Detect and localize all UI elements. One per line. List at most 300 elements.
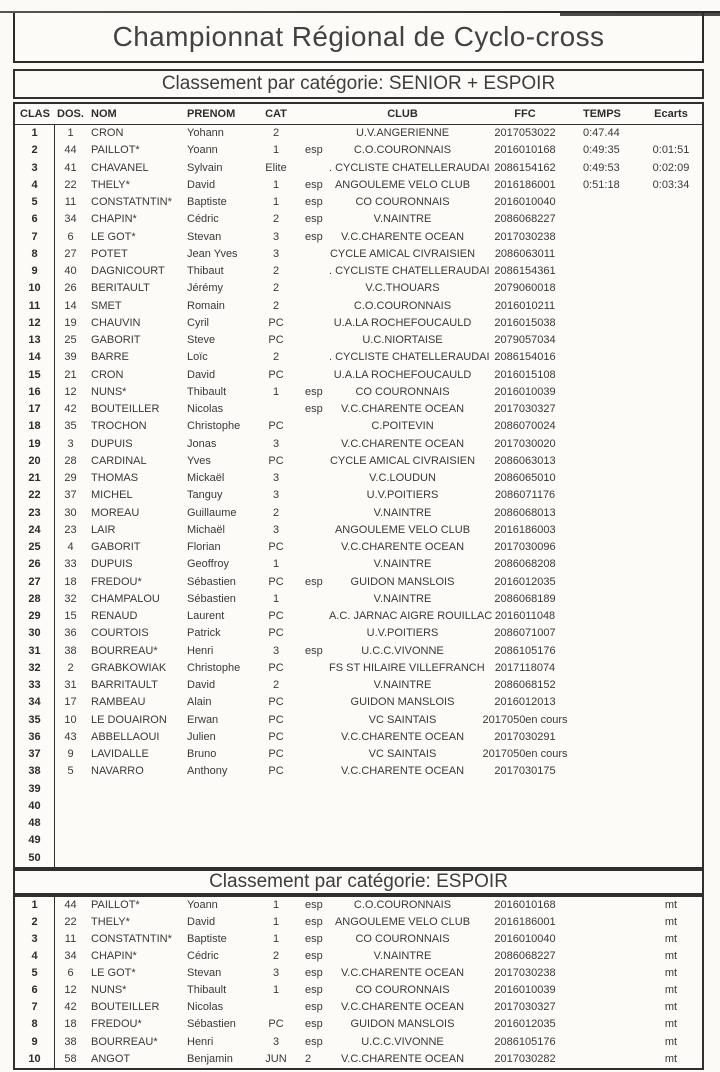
cell-clas: 17 (15, 401, 55, 418)
cell-nom: RAMBEAU (91, 696, 146, 709)
cell-prenom: Florian (187, 541, 221, 554)
cell-ffc: 2086068013 (494, 506, 556, 519)
cell-cat: PC (268, 730, 284, 743)
cell-dos: 34 (64, 950, 77, 963)
cell-cat: 3 (272, 967, 280, 980)
cell-club: GUIDON MANSLOIS (350, 575, 455, 588)
cell-clas: 8 (15, 1016, 55, 1033)
table-row (15, 660, 702, 677)
cell-ffc: 2016010040 (494, 932, 556, 945)
cell-dos: 40 (64, 265, 77, 278)
cell-nom: MOREAU (91, 506, 140, 519)
cell-ffc: 2017030327 (494, 403, 556, 416)
cell-ffc: 2086065010 (494, 472, 556, 485)
cell-ffc: 2086068152 (494, 679, 556, 692)
cell-temps: 0:47.44 (583, 127, 620, 140)
table-row-empty (15, 815, 702, 832)
cell-dos: 58 (64, 1052, 77, 1065)
cell-esp: esp (305, 898, 323, 911)
table-row (15, 1051, 702, 1068)
table-row (15, 367, 702, 384)
cell-esp: esp (305, 915, 323, 928)
cell-club: V.C.CHARENTE OCEAN (340, 1052, 465, 1065)
table-row (15, 332, 702, 349)
cell-ffc: 2086068227 (494, 950, 556, 963)
cell-ecart: 0:03:34 (652, 178, 690, 191)
cell-cat: 1 (272, 592, 280, 605)
cell-nom: GABORIT (91, 541, 141, 554)
cell-club: V.C.CHARENTE OCEAN (340, 437, 465, 450)
cell-club: CO COURONNAIS (355, 196, 450, 209)
cell-clas: 1 (15, 897, 55, 914)
cell-clas: 35 (15, 712, 55, 729)
table-row (15, 1016, 702, 1033)
cell-club: CYCLE AMICAL CIVRAISIEN (329, 247, 476, 260)
cell-clas: 25 (15, 539, 55, 556)
cell-ffc: 2086063011 (494, 247, 556, 260)
cell-clas: 22 (15, 487, 55, 504)
cell-cat: 1 (272, 898, 280, 911)
cell-dos: 18 (64, 575, 77, 588)
cell-dos: 4 (67, 541, 74, 554)
cell-ffc: 2016010168 (494, 144, 556, 157)
cell-nom: TROCHON (91, 420, 147, 433)
cell-ffc: 2017053022 (494, 127, 556, 140)
cell-prenom: Henri (187, 1035, 214, 1048)
cell-clas: 15 (15, 367, 55, 384)
cell-clas: 4 (15, 948, 55, 965)
cell-esp: esp (305, 403, 323, 416)
cell-prenom: Sébastien (187, 575, 236, 588)
cell-ffc: 2017118074 (494, 661, 556, 674)
cell-clas: 9 (15, 1034, 55, 1051)
cell-club: V.NAINTRE (373, 506, 432, 519)
cell-ffc: 2017030020 (494, 437, 556, 450)
cell-dos: 28 (64, 454, 77, 467)
page-title: Championnat Régional de Cyclo-cross (112, 21, 605, 52)
cell-dos: 42 (64, 1001, 77, 1014)
cell-dos: 5 (67, 765, 74, 778)
cell-ffc: 2016010039 (494, 385, 556, 398)
cell-nom: CONSTATNTIN* (91, 196, 172, 209)
cell-ffc: 2086154361 (494, 265, 556, 278)
cell-club: GUIDON MANSLOIS (350, 696, 455, 709)
table-row (15, 625, 702, 642)
cell-nom: CONSTATNTIN* (91, 932, 172, 945)
table-row (15, 608, 702, 625)
cell-clas: 1 (15, 125, 55, 142)
cell-ecart: 0:01:51 (652, 144, 690, 157)
cell-nom: BOUTEILLER (91, 1001, 160, 1014)
cell-ffc: 2017030238 (494, 967, 556, 980)
cell-dos: 2 (67, 661, 74, 674)
cell-esp: esp (305, 950, 323, 963)
cell-clas: 18 (15, 418, 55, 435)
cell-dos: 22 (64, 178, 77, 191)
cell-cat: PC (268, 541, 284, 554)
cell-cat: PC (268, 661, 284, 674)
cell-prenom: Thibault (187, 984, 227, 997)
cell-prenom: Jérémy (187, 282, 224, 295)
cell-club: U.A.LA ROCHEFOUCAULD (333, 368, 472, 381)
cell-cat: PC (268, 368, 284, 381)
cell-nom: CHAVANEL (91, 161, 149, 174)
results-table-senior-espoir (13, 102, 704, 869)
cell-clas: 11 (15, 298, 55, 315)
cell-nom: RENAUD (91, 610, 138, 623)
cell-club: GUIDON MANSLOIS (350, 1018, 455, 1031)
cell-ffc: 2086063013 (494, 454, 556, 467)
cell-prenom: Laurent (187, 610, 225, 623)
cell-prenom: Guillaume (187, 506, 237, 519)
cell-cat: PC (268, 748, 284, 761)
cell-clas: 31 (15, 643, 55, 660)
cell-clas: 23 (15, 505, 55, 522)
cell-prenom: David (187, 368, 216, 381)
section-espoir-header-box (13, 869, 704, 895)
cell-club: U.C.NIORTAISE (362, 334, 443, 347)
cell-clas: 10 (15, 1051, 55, 1068)
cell-nom: BOURREAU* (91, 1035, 158, 1048)
table-row (15, 418, 702, 435)
cell-clas: 39 (15, 781, 55, 798)
cell-clas: 38 (15, 763, 55, 780)
cell-cat: 2 (272, 351, 280, 364)
cell-clas: 20 (15, 453, 55, 470)
cell-dos: 19 (64, 316, 77, 329)
column-header-ecarts: Ecarts (654, 107, 688, 120)
results-table-espoir (13, 895, 704, 1070)
cell-ffc: 2016015108 (494, 368, 556, 381)
cell-temps: 0:49:53 (583, 161, 620, 174)
cell-esp: esp (305, 1018, 323, 1031)
cell-ffc: 2086105176 (494, 1035, 556, 1048)
cell-clas: 13 (15, 332, 55, 349)
cell-dos: 42 (64, 403, 77, 416)
cell-clas: 4 (15, 177, 55, 194)
table-row (15, 948, 702, 965)
cell-esp: esp (305, 984, 323, 997)
cell-temps: 0:49:35 (583, 144, 620, 157)
cell-prenom: David (187, 915, 216, 928)
cell-esp: esp (305, 967, 323, 980)
cell-clas: 30 (15, 625, 55, 642)
column-header-ffc: FFC (514, 107, 536, 120)
cell-club: CO COURONNAIS (355, 932, 450, 945)
cell-ffc: 2017030175 (494, 765, 556, 778)
section-senior-espoir-header-box (13, 69, 704, 99)
cell-ffc: 2079057034 (494, 334, 556, 347)
cell-ecart: mt (664, 915, 678, 928)
cell-dos: 22 (64, 915, 77, 928)
cell-dos: 33 (64, 558, 77, 571)
cell-cat: 1 (272, 932, 280, 945)
cell-nom: ANGOT (91, 1052, 131, 1065)
cell-dos: 29 (64, 472, 77, 485)
cell-ecart: mt (664, 1018, 678, 1031)
table-row (15, 487, 702, 504)
cell-ecart: mt (664, 898, 678, 911)
cell-dos: 21 (64, 368, 77, 381)
cell-cat: JUN (265, 1052, 287, 1065)
cell-prenom: Jean Yves (187, 247, 238, 260)
table-row (15, 999, 702, 1016)
cell-dos: 23 (64, 523, 77, 536)
cell-nom: COURTOIS (91, 627, 149, 640)
cell-dos: 12 (64, 984, 77, 997)
cell-dos: 43 (64, 730, 77, 743)
cell-prenom: Alain (187, 696, 212, 709)
cell-nom: LE GOT* (91, 967, 136, 980)
column-header-clas: CLAS (20, 107, 50, 120)
cell-club: U.C.C.VIVONNE (361, 1035, 444, 1048)
cell-club: VC SAINTAIS (368, 713, 437, 726)
cell-prenom: Nicolas (187, 403, 224, 416)
table-row (15, 914, 702, 931)
cell-prenom: David (187, 178, 216, 191)
cell-prenom: Thibault (187, 385, 227, 398)
cell-club: C.O.COURONNAIS (353, 299, 452, 312)
cell-ecart: mt (664, 967, 678, 980)
table-row (15, 349, 702, 366)
document-title-box (13, 11, 704, 63)
cell-club: V.NAINTRE (373, 213, 432, 226)
cell-prenom: Stevan (187, 230, 222, 243)
cell-clas: 5 (15, 194, 55, 211)
cell-ffc: 2016011048 (494, 610, 556, 623)
cell-clas: 9 (15, 263, 55, 280)
cell-ffc: 2016012035 (494, 1018, 556, 1031)
cell-clas: 40 (15, 798, 55, 815)
cell-dos: 37 (64, 489, 77, 502)
cell-nom: PAILLOT* (91, 144, 140, 157)
table-row (15, 712, 702, 729)
table-row-empty (15, 798, 702, 815)
cell-nom: BOUTEILLER (91, 403, 160, 416)
table-row-empty (15, 832, 702, 849)
table-row (15, 539, 702, 556)
cell-cat: 2 (272, 506, 280, 519)
cell-cat: 2 (272, 213, 280, 226)
cell-ffc: 2086071007 (494, 627, 556, 640)
cell-prenom: Steve (187, 334, 216, 347)
cell-club: . CYCLISTE CHATELLERAUDAI (329, 351, 490, 364)
cell-cat: 3 (272, 644, 280, 657)
cell-ffc: 2079060018 (494, 282, 556, 295)
table-row (15, 298, 702, 315)
cell-prenom: Benjamin (187, 1052, 233, 1065)
cell-esp: esp (305, 385, 323, 398)
cell-club: V.C.THOUARS (365, 282, 440, 295)
cell-esp: esp (305, 196, 323, 209)
cell-dos: 39 (64, 351, 77, 364)
cell-ffc: 2016010039 (494, 984, 556, 997)
cell-nom: DUPUIS (91, 558, 133, 571)
cell-club: V.C.LOUDUN (369, 472, 436, 485)
cell-dos: 34 (64, 213, 77, 226)
cell-cat: 1 (272, 984, 280, 997)
cell-nom: CHAPIN* (91, 950, 137, 963)
cell-ffc: 2017030238 (494, 230, 556, 243)
cell-ffc: 2086154162 (494, 161, 556, 174)
cell-clas: 16 (15, 384, 55, 401)
table-row (15, 142, 702, 159)
cell-club: ANGOULEME VELO CLUB (334, 178, 471, 191)
cell-club: ANGOULEME VELO CLUB (334, 915, 471, 928)
cell-club: . CYCLISTE CHATELLERAUDAI (329, 265, 490, 278)
cell-cat: 1 (272, 385, 280, 398)
cell-dos: 35 (64, 420, 77, 433)
cell-cat: 1 (272, 196, 280, 209)
cell-club: V.C.CHARENTE OCEAN (340, 1001, 465, 1014)
scan-edge-corner (560, 11, 720, 16)
cell-prenom: Geoffroy (187, 558, 229, 571)
cell-cat: 1 (272, 558, 280, 571)
cell-cat: 3 (272, 489, 280, 502)
cell-ffc: 2017050en cours (482, 748, 568, 761)
table-row (15, 694, 702, 711)
cell-club: ANGOULEME VELO CLUB (334, 523, 471, 536)
cell-prenom: Yoann (187, 898, 218, 911)
cell-prenom: Yohann (187, 127, 224, 140)
table-row (15, 470, 702, 487)
table-row (15, 453, 702, 470)
cell-ffc: 2016010040 (494, 196, 556, 209)
cell-prenom: Anthony (187, 765, 228, 778)
cell-prenom: Cyril (187, 316, 209, 329)
cell-ffc: 2016012013 (494, 696, 556, 709)
cell-clas: 32 (15, 660, 55, 677)
cell-clas: 24 (15, 522, 55, 539)
cell-clas: 36 (15, 729, 55, 746)
cell-club: U.A.LA ROCHEFOUCAULD (333, 316, 472, 329)
table-row (15, 965, 702, 982)
cell-esp: esp (305, 932, 323, 945)
cell-dos: 11 (64, 196, 77, 209)
table-body-espoir (15, 897, 702, 1068)
cell-cat: 2 (272, 265, 280, 278)
cell-club: V.C.CHARENTE OCEAN (340, 967, 465, 980)
cell-esp: esp (305, 1001, 323, 1014)
cell-clas: 8 (15, 246, 55, 263)
table-row (15, 384, 702, 401)
cell-cat: PC (268, 316, 284, 329)
cell-nom: GRABKOWIAK (91, 661, 167, 674)
cell-nom: BERITAULT (91, 282, 150, 295)
table-row (15, 643, 702, 660)
cell-nom: NUNS* (91, 385, 127, 398)
table-row (15, 505, 702, 522)
cell-prenom: Christophe (187, 420, 241, 433)
cell-cat: PC (268, 696, 284, 709)
cell-clas: 27 (15, 574, 55, 591)
cell-dos: 26 (64, 282, 77, 295)
cell-clas: 19 (15, 436, 55, 453)
cell-cat: PC (268, 420, 284, 433)
cell-prenom: Baptiste (187, 932, 227, 945)
cell-club: V.C.CHARENTE OCEAN (340, 765, 465, 778)
table-row (15, 763, 702, 780)
cell-club: V.C.CHARENTE OCEAN (340, 730, 465, 743)
cell-cat: PC (268, 334, 284, 347)
cell-clas: 34 (15, 694, 55, 711)
cell-club: V.C.CHARENTE OCEAN (340, 541, 465, 554)
cell-prenom: Patrick (187, 627, 221, 640)
table-row (15, 522, 702, 539)
cell-club: CO COURONNAIS (355, 984, 450, 997)
cell-prenom: Tanguy (187, 489, 223, 502)
cell-club: V.NAINTRE (373, 592, 432, 605)
cell-cat: PC (268, 610, 284, 623)
cell-prenom: Sylvain (187, 161, 223, 174)
column-header-nom: NOM (91, 107, 117, 120)
table-row (15, 160, 702, 177)
cell-club: V.NAINTRE (373, 950, 432, 963)
cell-prenom: Jonas (187, 437, 217, 450)
cell-club: VC SAINTAIS (368, 748, 437, 761)
cell-cat: 3 (272, 523, 280, 536)
cell-nom: DUPUIS (91, 437, 133, 450)
cell-dos: 41 (64, 161, 77, 174)
cell-prenom: Yves (187, 454, 211, 467)
cell-temps: 0:51:18 (583, 178, 620, 191)
table-row (15, 556, 702, 573)
cell-club: C.O.COURONNAIS (353, 144, 452, 157)
table-row (15, 436, 702, 453)
table-row (15, 211, 702, 228)
cell-ffc: 2016186003 (494, 523, 556, 536)
cell-nom: CHAMPALOU (91, 592, 160, 605)
cell-dos: 11 (64, 932, 77, 945)
cell-ecart: 0:02:09 (652, 161, 690, 174)
cell-ecart: mt (664, 1035, 678, 1048)
cell-nom: LE GOT* (91, 230, 136, 243)
cell-dos: 38 (64, 1035, 77, 1048)
cell-cat: 1 (272, 178, 280, 191)
cell-nom: ABBELLAOUI (91, 730, 160, 743)
cell-dos: 10 (64, 713, 77, 726)
cell-clas: 2 (15, 914, 55, 931)
table-row (15, 931, 702, 948)
cell-ecart: mt (664, 950, 678, 963)
cell-club: V.C.CHARENTE OCEAN (340, 403, 465, 416)
cell-prenom: Romain (187, 299, 225, 312)
cell-clas: 28 (15, 591, 55, 608)
cell-ffc: 2086068208 (494, 558, 556, 571)
cell-nom: LAVIDALLE (91, 748, 149, 761)
cell-nom: LE DOUAIRON (91, 713, 167, 726)
cell-clas: 48 (15, 815, 55, 832)
cell-ffc: 2086068227 (494, 213, 556, 226)
cell-dos: 17 (64, 696, 77, 709)
table-row (15, 125, 702, 142)
cell-prenom: Loïc (187, 351, 208, 364)
cell-clas: 12 (15, 315, 55, 332)
cell-club: U.V.ANGERIENNE (355, 127, 450, 140)
cell-ffc: 2016010211 (494, 299, 556, 312)
cell-dos: 14 (64, 299, 77, 312)
column-header-dos: DOS. (57, 107, 84, 120)
table-row (15, 729, 702, 746)
cell-dos: 32 (64, 592, 77, 605)
cell-ffc: 2016012035 (494, 575, 556, 588)
cell-clas: 29 (15, 608, 55, 625)
cell-nom: THELY* (91, 178, 130, 191)
cell-ffc: 2017030327 (494, 1001, 556, 1014)
cell-prenom: Christophe (187, 661, 241, 674)
table-row (15, 229, 702, 246)
cell-club: FS ST HILAIRE VILLEFRANCH (329, 661, 485, 674)
